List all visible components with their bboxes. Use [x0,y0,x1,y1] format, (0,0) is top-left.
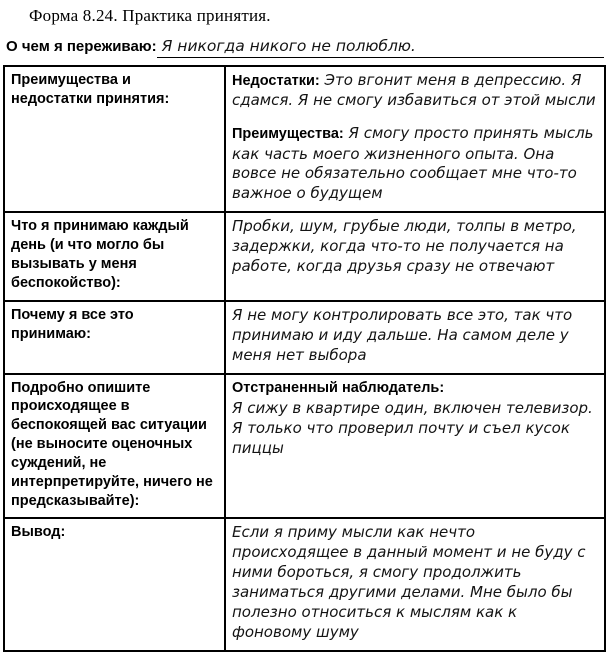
paragraph [232,379,596,459]
table-row-describe-situation [4,374,605,519]
paragraph-text: Я не могу контролировать все это, так что принимаю и иду дальше. На самом деле у меня нет выбора [232,305,573,364]
worry-label: О чем я переживаю: [6,38,157,55]
row-value [225,66,605,212]
table-row-conclusion [4,518,605,651]
row-label: Что я принимаю каждый день (и что могло бы вызывать у меня беспокойство): [4,212,225,300]
worry-value: Я никогда никого не полюблю. [157,37,604,58]
worry-line [6,37,604,58]
paragraph-text: Я смогу просто принять мысль как часть моего жизненного опыта. Она вовсе не обязательно сообщает мне что-то важное о будущем [232,124,594,203]
paragraph [232,523,596,643]
paragraph-text: Если я приму мысли как нечто происходящее в данный момент и не буду с ними бороться, я смогу продолжить заниматься другими делами. Мне было бы полезно относиться к мыслям как к фоновому шуму [232,523,586,642]
row-label: Вывод: [4,518,225,651]
row-value [225,212,605,300]
paragraph [232,217,596,277]
paragraph-heading: Недостатки: [232,73,320,89]
row-label: Преимущества и недостатки принятия: [4,66,225,212]
row-value [225,374,605,519]
row-label: Подробно опишите происходящее в беспокоящей вас ситуации (не выносите оценочных суждений, не интерпретируйте, ничего не предсказывайте): [4,374,225,519]
row-value [225,518,605,651]
row-label: Почему я все это принимаю: [4,301,225,374]
paragraph [232,306,596,366]
row-value [225,301,605,374]
paragraph-text: Я сижу в квартире один, включен телевизор. Я только что проверил почту и съел кусок пиццы [232,398,593,457]
form-title: Форма 8.24. Практика принятия. [29,6,271,25]
table-row-pros-cons [4,66,605,212]
paragraph [232,124,596,204]
table-row-daily-acceptance [4,212,605,300]
paragraph [232,71,596,111]
paragraph-text: Это вгонит меня в депрессию. Я сдамся. Я не смогу избавиться от этой мысли [232,71,596,110]
acceptance-practice-table [3,65,606,652]
paragraph-heading: Отстраненный наблюдатель: [232,379,445,396]
table-row-why-accept [4,301,605,374]
paragraph-text: Пробки, шум, грубые люди, толпы в метро, задержки, когда что-то не получается на работе, когда друзья сразу не отвечают [232,217,577,276]
paragraph-heading: Преимущества: [232,126,344,143]
